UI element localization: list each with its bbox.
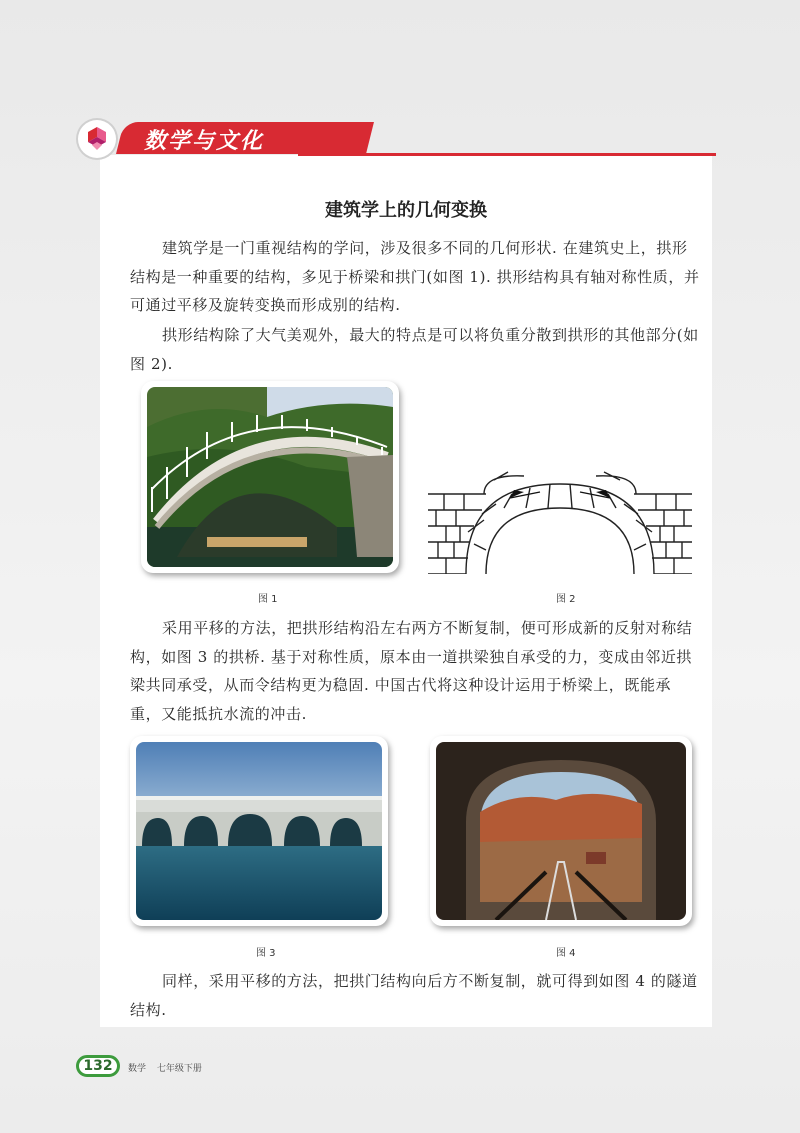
figure-4-caption: 图 4 — [556, 948, 576, 959]
figure-3-photo — [130, 736, 388, 926]
figure-3-caption: 图 3 — [256, 948, 276, 959]
paragraph-3: 采用平移的方法，把拱形结构沿左右两方不断复制，便可形成新的反射对称结构，如图 3 的拱桥. 基于对称性质，原本由一道拱梁独自承受的力，变成由邻近拱梁共同承受，从而令结构更为稳固. 中国古代将这种设计运用于桥梁上，既能承重，又能抵抗水流的冲击. — [130, 619, 693, 723]
footer-subject: 数学 — [128, 1064, 147, 1074]
figure-4-photo — [430, 736, 692, 926]
figure-2-caption: 图 2 — [556, 594, 576, 605]
page-number-badge: 132 — [76, 1055, 120, 1077]
paragraph-2: 拱形结构除了大气美观外，最大的特点是可以将负重分散到拱形的其他部分(如图 2). — [130, 326, 699, 373]
paragraph-4: 同样，采用平移的方法，把拱门结构向后方不断复制，就可得到如图 4 的隧道结构. — [130, 972, 698, 1019]
header-rule — [298, 153, 716, 156]
section-header — [78, 120, 716, 160]
figure-2-arch-diagram — [424, 470, 696, 574]
footer-grade: 七年级下册 — [156, 1064, 202, 1074]
figure-1-photo — [141, 381, 399, 573]
section-title: 数学与文化 — [144, 129, 265, 154]
footer-book-info — [128, 1061, 210, 1074]
article-title: 建筑学上的几何变换 — [325, 200, 487, 221]
paragraph-1: 建筑学是一门重视结构的学问，涉及很多不同的几何形状. 在建筑史上，拱形结构是一种重要的结构，多见于桥梁和拱门(如图 1). 拱形结构具有轴对称性质，并可通过平移及旋转变换而形成别的结构. — [130, 239, 700, 314]
cube-logo-icon — [78, 120, 116, 158]
figure-1-caption: 图 1 — [258, 594, 278, 605]
